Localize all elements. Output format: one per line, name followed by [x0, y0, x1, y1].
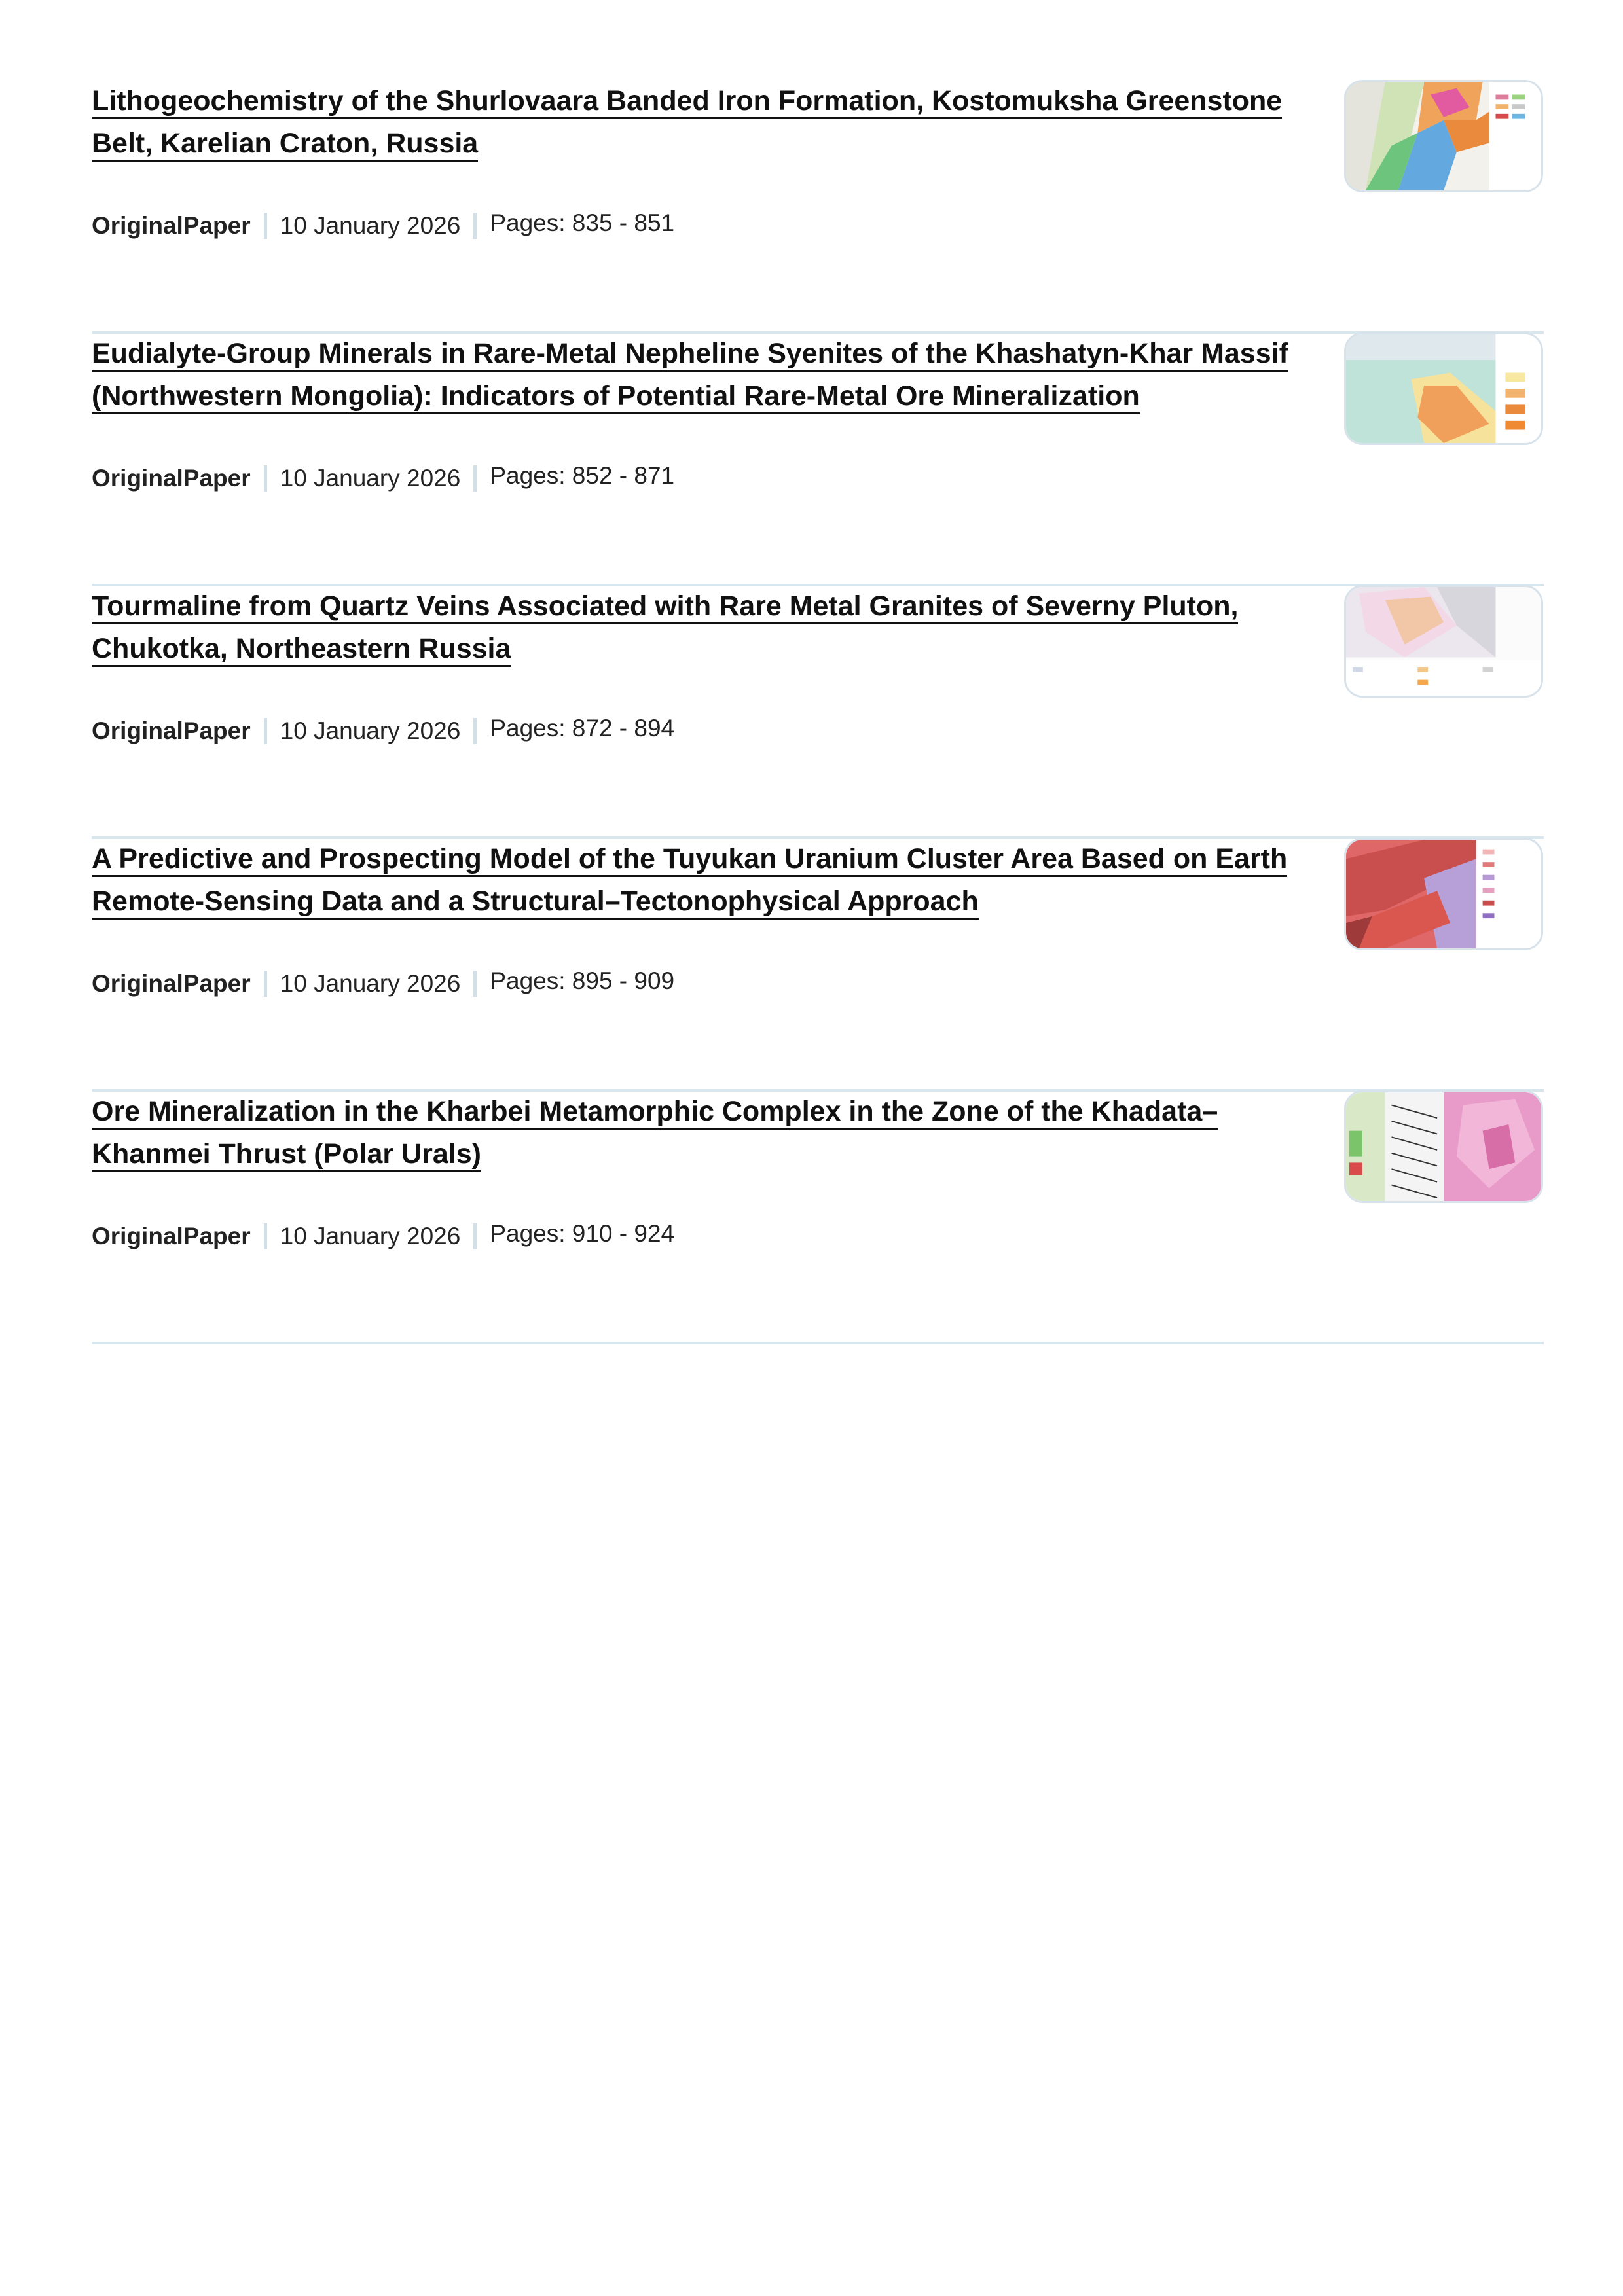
article-thumbnail[interactable]: [1344, 1090, 1543, 1203]
meta-separator: [473, 1223, 477, 1249]
page-range: Pages: 872 - 894: [490, 715, 675, 742]
page-range: Pages: 895 - 909: [490, 967, 675, 994]
meta-separator: [264, 213, 267, 239]
article-title-line[interactable]: A Predictive and Prospecting Model of the Tuyukan Uranium Cluster Area Based on Earth: [92, 843, 1287, 877]
published-date: 10 January 2026: [280, 212, 461, 239]
meta-separator: [264, 465, 267, 492]
meta-separator: [473, 718, 477, 744]
meta-separator: [473, 465, 477, 492]
published-date: 10 January 2026: [280, 1223, 461, 1249]
published-date: 10 January 2026: [280, 970, 461, 997]
article-title-line[interactable]: Remote-Sensing Data and a Structural–Tectonophysical Approach: [92, 886, 979, 920]
page-range: Pages: 910 - 924: [490, 1220, 675, 1247]
article-title-line[interactable]: Chukotka, Northeastern Russia: [92, 633, 511, 667]
content-type: OriginalPaper: [92, 212, 251, 239]
list-item: [92, 80, 1544, 334]
article-title-line[interactable]: Belt, Karelian Craton, Russia: [92, 128, 478, 162]
meta-separator: [264, 971, 267, 997]
geologic-map-thumbnail-icon: [1346, 587, 1541, 696]
published-date: 10 January 2026: [280, 465, 461, 492]
article-title-line[interactable]: Tourmaline from Quartz Veins Associated with Rare Metal Granites of Severny Pluton,: [92, 590, 1238, 624]
meta-separator: [473, 971, 477, 997]
list-item: [92, 332, 1544, 586]
article-title-link[interactable]: [92, 838, 1303, 923]
list-item: [92, 1090, 1544, 1344]
published-date: 10 January 2026: [280, 717, 461, 744]
article-thumbnail[interactable]: [1344, 80, 1543, 192]
list-item: [92, 585, 1544, 839]
meta-separator: [473, 213, 477, 239]
content-type: OriginalPaper: [92, 1223, 251, 1249]
article-meta: [92, 967, 674, 1000]
page-range: Pages: 835 - 851: [490, 209, 675, 236]
article-meta: [92, 462, 674, 495]
geologic-map-thumbnail-icon: [1346, 334, 1541, 443]
article-title-link[interactable]: [92, 332, 1303, 418]
content-type: OriginalPaper: [92, 717, 251, 744]
geologic-map-thumbnail-icon: [1346, 1092, 1541, 1201]
article-thumbnail[interactable]: [1344, 838, 1543, 950]
article-thumbnail[interactable]: [1344, 585, 1543, 698]
article-title-line[interactable]: Eudialyte-Group Minerals in Rare-Metal Nepheline Syenites of the Khashatyn-Khar Massif: [92, 338, 1288, 372]
article-title-link[interactable]: [92, 80, 1303, 165]
content-type: OriginalPaper: [92, 970, 251, 997]
page-range: Pages: 852 - 871: [490, 462, 675, 489]
content-type: OriginalPaper: [92, 465, 251, 492]
geologic-map-thumbnail-icon: [1346, 82, 1541, 190]
list-item: [92, 838, 1544, 1092]
meta-separator: [264, 718, 267, 744]
article-meta: [92, 1220, 674, 1253]
article-title-link[interactable]: [92, 585, 1303, 670]
article-title-line[interactable]: Ore Mineralization in the Kharbei Metamorphic Complex in the Zone of the Khadata–: [92, 1096, 1218, 1130]
meta-separator: [264, 1223, 267, 1249]
article-thumbnail[interactable]: [1344, 332, 1543, 445]
article-title-link[interactable]: [92, 1090, 1303, 1175]
article-meta: [92, 715, 674, 747]
geologic-map-thumbnail-icon: [1346, 840, 1541, 948]
article-meta: [92, 209, 674, 242]
article-title-line[interactable]: Lithogeochemistry of the Shurlovaara Banded Iron Formation, Kostomuksha Greenstone: [92, 85, 1282, 119]
article-title-line[interactable]: Khanmei Thrust (Polar Urals): [92, 1138, 481, 1172]
article-title-line[interactable]: (Northwestern Mongolia): Indicators of Potential Rare-Metal Ore Mineralization: [92, 380, 1140, 414]
